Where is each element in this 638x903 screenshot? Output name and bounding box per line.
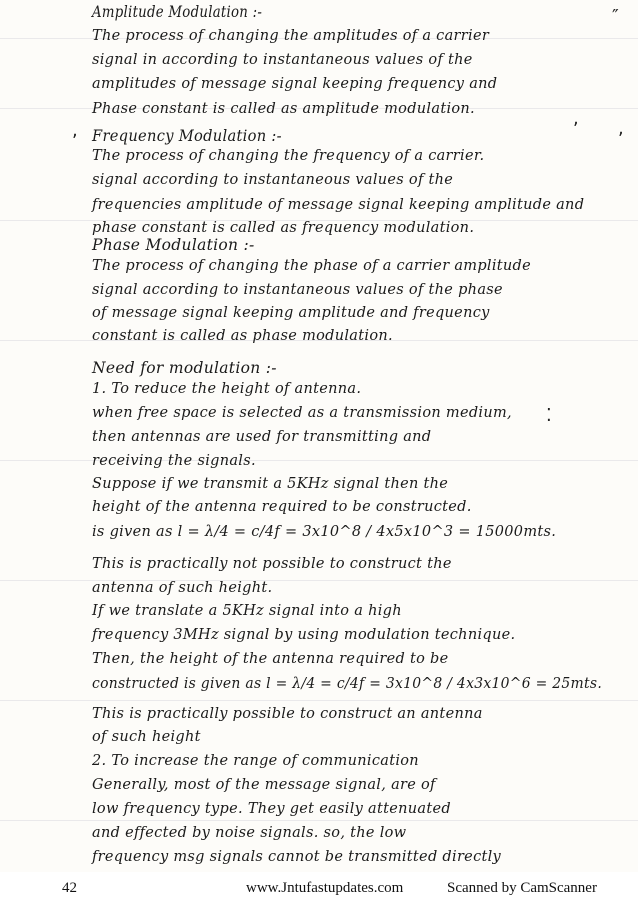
text-line: frequency 3MHz signal by using modulation technique. [92, 627, 516, 643]
text-line: phase constant is called as frequency modulation. [92, 220, 475, 236]
page-footer [0, 878, 638, 903]
text-line: Suppose if we transmit a 5KHz signal then the [92, 476, 449, 492]
margin-mark: , [618, 118, 624, 139]
text-line: This is practically not possible to construct the [92, 556, 452, 572]
text-line: signal according to instantaneous values of the phase [92, 282, 503, 298]
heading-frequency-modulation: Frequency Modulation :- [92, 127, 282, 145]
text-line: antenna of such height. [92, 580, 273, 596]
text-line: The process of changing the frequency of a carrier. [92, 148, 485, 164]
text-line: frequency msg signals cannot be transmitted directly [92, 849, 502, 865]
heading-amplitude-modulation: Amplitude Modulation :- [92, 3, 263, 21]
text-line: The process of changing the phase of a carrier amplitude [92, 258, 532, 274]
text-line: amplitudes of message signal keeping frequency and [92, 76, 498, 92]
heading-need-for-modulation: Need for modulation :- [92, 359, 277, 377]
text-line: height of the antenna required to be constructed. [92, 499, 472, 515]
heading-phase-modulation: Phase Modulation :- [92, 236, 255, 254]
text-line: 2. To increase the range of communication [92, 753, 419, 769]
website-link[interactable]: www.Jntufastupdates.com [246, 880, 404, 896]
text-line: The process of changing the amplitudes of a carrier [92, 28, 490, 44]
formula-line: constructed is given as l = λ/4 = c/4f = 3x10^8 / 4x3x10^6 = 25mts. [92, 676, 603, 692]
margin-mark: , [573, 108, 579, 129]
margin-mark: , [72, 120, 78, 141]
margin-mark: ⁚ [546, 405, 552, 426]
text-line: signal according to instantaneous values of the [92, 172, 454, 188]
text-line: Then, the height of the antenna required to be [92, 651, 449, 667]
text-line: receiving the signals. [92, 453, 256, 469]
text-line: then antennas are used for transmitting and [92, 429, 432, 445]
text-line: of message signal keeping amplitude and frequency [92, 305, 490, 321]
text-line: constant is called as phase modulation. [92, 328, 393, 344]
text-line: 1. To reduce the height of antenna. [92, 381, 362, 397]
scanner-watermark: Scanned by CamScanner [447, 880, 597, 896]
text-line: of such height [92, 729, 201, 745]
text-line: If we translate a 5KHz signal into a high [92, 603, 402, 619]
text-line: Phase constant is called as amplitude modulation. [92, 101, 475, 117]
text-line: frequencies amplitude of message signal keeping amplitude and [92, 197, 585, 213]
margin-mark: ″ [612, 6, 619, 27]
text-line: and effected by noise signals. so, the low [92, 825, 407, 841]
text-line: signal in according to instantaneous values of the [92, 52, 473, 68]
text-line: Generally, most of the message signal, are of [92, 777, 436, 793]
text-line: low frequency type. They get easily attenuated [92, 801, 451, 817]
formula-line: is given as l = λ/4 = c/4f = 3x10^8 / 4x5x10^3 = 15000mts. [92, 524, 557, 540]
page-number: 42 [62, 880, 77, 896]
text-line: when free space is selected as a transmission medium, [92, 405, 512, 421]
text-line: This is practically possible to construct an antenna [92, 706, 483, 722]
